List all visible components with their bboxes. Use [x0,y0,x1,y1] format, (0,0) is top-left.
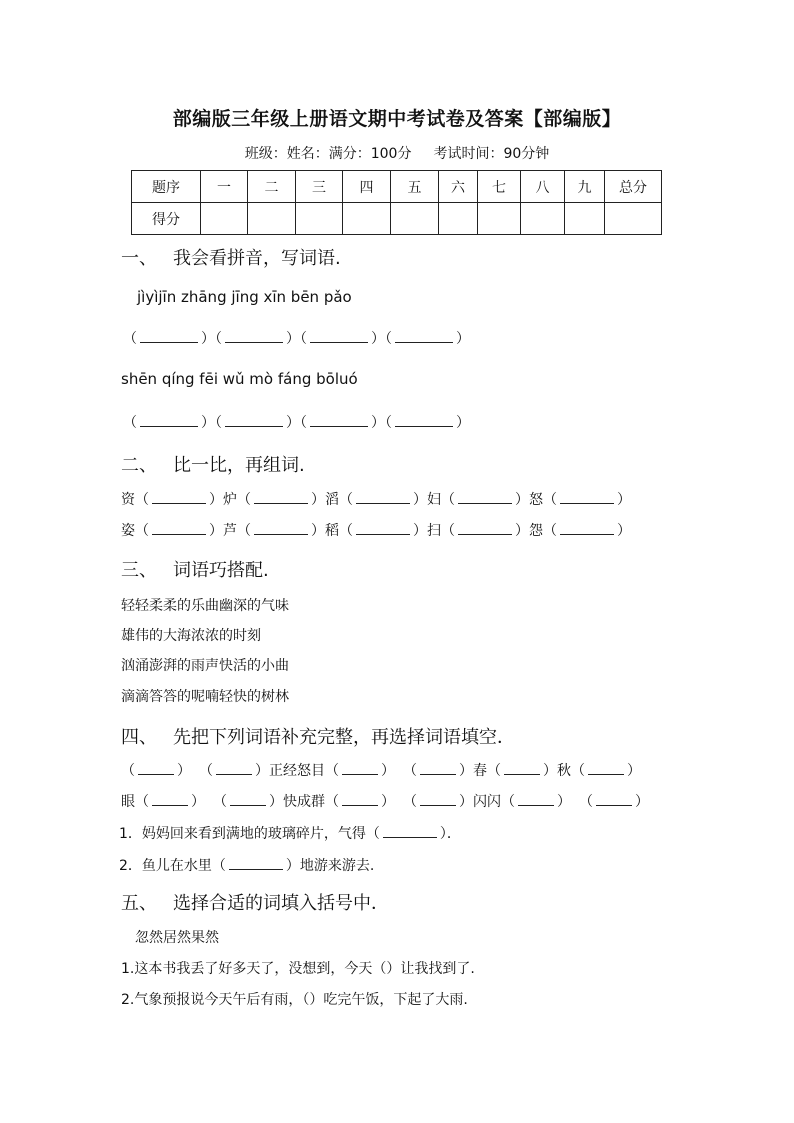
word-options: 忽然居然果然 [135,930,219,946]
blank[interactable] [152,533,206,535]
blank[interactable] [342,773,378,775]
page-title: 部编版三年级上册语文期中考试卷及答案【部编版】 [172,108,622,130]
header-cell: 五 [391,171,439,203]
blank[interactable] [230,804,266,806]
section4-title: 先把下列词语补充完整，再选择词语填空． [173,727,515,748]
blank[interactable] [254,502,308,504]
section5-title: 选择合适的词填入括号中． [173,893,389,914]
name-label: 姓名： [286,146,329,162]
score-row-label: 得分 [132,203,201,235]
section5-heading [121,889,389,915]
blank[interactable] [225,425,283,427]
blank[interactable] [458,533,512,535]
fill-question-1: 1．妈妈回来看到满地的玻璃碎片，气得（ ）． [119,826,461,842]
blank[interactable] [216,773,252,775]
blank[interactable] [254,533,308,535]
score-table-score-row [132,203,662,235]
section4-num: 四、 [121,727,157,748]
score-cell[interactable] [521,203,565,235]
blank[interactable] [229,868,283,870]
fill-question-2: 2．鱼儿在水里（ ）地游来游去. [119,858,375,874]
section1-title: 我会看拼音，写词语. [173,248,341,269]
blank[interactable] [356,533,410,535]
match-line: 滴滴答答的呢喃轻快的树林 [121,689,289,705]
blank[interactable] [560,533,614,535]
section1-num: 一、 [121,248,157,269]
idiom-row-1: （ ） （ ）正经怒目（ ） （ ）春（ ）秋（ ） [121,763,641,779]
choice-question-1: 1.这本书我丢了好多天了，没想到，今天（）让我找到了. [121,961,475,977]
compare-row-2: 姿（ ）芦（ ）稻（ ）扫（ ）怨（ ） [121,523,631,539]
answer-row-1: （ ）（ ）（ ）（ ） [123,331,470,347]
blank[interactable] [395,425,453,427]
exam-info [0,143,794,163]
blank[interactable] [152,804,188,806]
blank[interactable] [518,804,554,806]
section5-num: 五、 [121,893,157,914]
blank[interactable] [225,341,283,343]
header-cell: 总分 [605,171,662,203]
exam-time: 考试时间：90分钟 [433,146,550,162]
section1-heading [121,244,341,270]
class-label: 班级： [244,146,287,162]
score-cell[interactable] [248,203,296,235]
header-cell: 七 [478,171,521,203]
header-cell: 三 [296,171,343,203]
match-line: 轻轻柔柔的乐曲幽深的气味 [121,598,289,614]
blank[interactable] [356,502,410,504]
blank[interactable] [310,425,368,427]
header-cell: 二 [248,171,296,203]
pinyin-row-1: jìyìjīn zhāng jīng xīn bēn pǎo [137,288,352,306]
score-cell[interactable] [439,203,478,235]
score-cell[interactable] [565,203,605,235]
header-cell: 题序 [132,171,201,203]
score-cell[interactable] [296,203,343,235]
choice-question-2: 2.气象预报说今天午后有雨，（）吃完午饭，下起了大雨. [121,992,468,1008]
score-table [131,170,662,235]
score-table-header-row [132,171,662,203]
full-score: 满分：100分 [328,146,412,162]
blank[interactable] [310,341,368,343]
match-line: 汹涌澎湃的雨声快活的小曲 [121,658,289,674]
score-cell[interactable] [391,203,439,235]
score-cell[interactable] [605,203,662,235]
header-cell: 一 [201,171,248,203]
section3-title: 词语巧搭配. [173,560,269,581]
section3-heading [121,556,269,582]
compare-row-1: 资（ ）炉（ ）滔（ ）妇（ ）怒（ ） [121,492,631,508]
score-cell[interactable] [201,203,248,235]
header-cell: 八 [521,171,565,203]
header-cell: 九 [565,171,605,203]
score-cell[interactable] [478,203,521,235]
section2-num: 二、 [121,455,157,476]
blank[interactable] [504,773,540,775]
match-line: 雄伟的大海浓浓的时刻 [121,628,261,644]
blank[interactable] [458,502,512,504]
section2-title: 比一比，再组词. [173,455,305,476]
answer-row-2: （ ）（ ）（ ）（ ） [123,415,470,431]
blank[interactable] [560,502,614,504]
blank[interactable] [596,804,632,806]
blank[interactable] [342,804,378,806]
header-cell: 六 [439,171,478,203]
blank[interactable] [140,341,198,343]
blank[interactable] [383,836,437,838]
blank[interactable] [395,341,453,343]
blank[interactable] [140,425,198,427]
blank[interactable] [152,502,206,504]
pinyin-row-2: shēn qíng fēi wǔ mò fáng bōluó [121,370,358,388]
header-cell: 四 [343,171,391,203]
blank[interactable] [420,773,456,775]
section4-heading [121,723,515,749]
idiom-row-2: 眼（ ） （ ）快成群（ ） （ ）闪闪（ ） （ ） [121,794,649,810]
blank[interactable] [138,773,174,775]
blank[interactable] [588,773,624,775]
section3-num: 三、 [121,560,157,581]
score-cell[interactable] [343,203,391,235]
blank[interactable] [420,804,456,806]
section2-heading [121,451,305,477]
